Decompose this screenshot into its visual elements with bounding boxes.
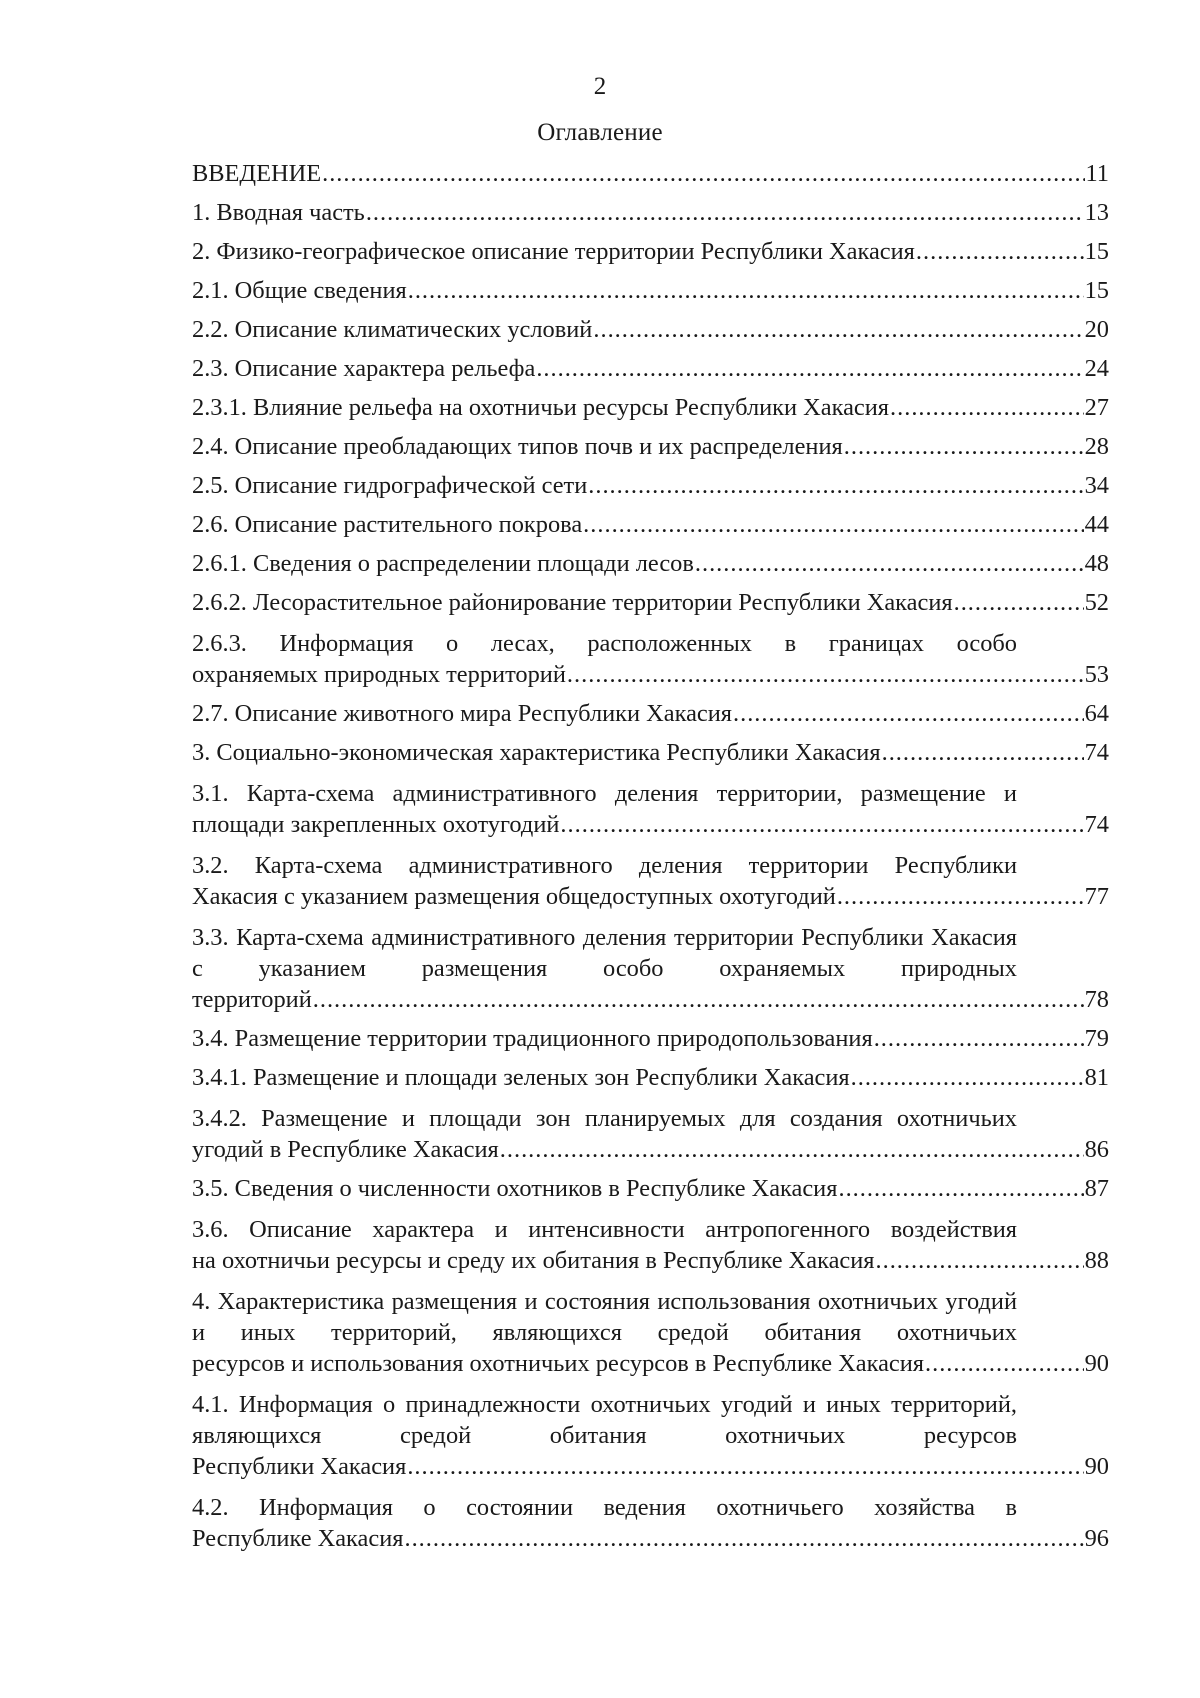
toc-entry-line <box>192 353 1109 384</box>
toc-entry-page: 79 <box>1084 1025 1109 1052</box>
toc-entry-text: угодий в Республике Хакасия <box>192 1136 499 1163</box>
toc-entry <box>192 1023 1109 1054</box>
toc-entry-page: 48 <box>1084 550 1109 577</box>
toc-entry-line <box>192 881 1109 912</box>
toc-entry <box>192 470 1109 501</box>
toc-entry <box>192 922 1109 1015</box>
toc-entry-page: 88 <box>1084 1247 1109 1274</box>
toc-entry <box>192 431 1109 462</box>
toc-entry-page: 13 <box>1084 199 1109 226</box>
toc-entry-line <box>192 1523 1109 1554</box>
toc-entry-line <box>192 1173 1109 1204</box>
toc-entry-page: 28 <box>1084 433 1109 460</box>
dot-leader <box>916 236 1084 267</box>
dot-leader <box>733 698 1084 729</box>
toc-entry-page: 11 <box>1085 160 1109 187</box>
toc-entry-line <box>192 698 1109 729</box>
toc-entry-line <box>192 659 1109 690</box>
toc-entry-text-lead: 3.6. Описание характера и интенсивности антропогенного воздействия <box>192 1216 1017 1243</box>
toc-entry-page: 74 <box>1084 811 1109 838</box>
dot-leader <box>366 197 1084 228</box>
toc-entry-page: 15 <box>1084 277 1109 304</box>
toc-entry-page: 44 <box>1084 511 1109 538</box>
toc-entry <box>192 1492 1109 1554</box>
dot-leader <box>313 984 1084 1015</box>
toc-entry-line <box>192 392 1109 423</box>
toc-entry-text-lead: 3.3. Карта-схема административного деления территории Республики Хакасия с указанием размещения особо охраняемых природных <box>192 924 1017 982</box>
toc-entry-page: 52 <box>1084 589 1109 616</box>
dot-leader <box>404 1523 1083 1554</box>
toc-entry-page: 86 <box>1084 1136 1109 1163</box>
toc-entry <box>192 1389 1109 1482</box>
dot-leader <box>500 1134 1084 1165</box>
toc-entry <box>192 1286 1109 1379</box>
toc-entry <box>192 275 1109 306</box>
toc-entry-line <box>192 197 1109 228</box>
toc-entry-text-lead: 3.1. Карта-схема административного деления территории, размещение и <box>192 780 1017 807</box>
toc-entry-text: 2. Физико-географическое описание территории Республики Хакасия <box>192 238 915 265</box>
toc-entry-text: охраняемых природных территорий <box>192 661 566 688</box>
dot-leader <box>588 470 1083 501</box>
toc-entry-page: 81 <box>1084 1064 1109 1091</box>
toc-entry-text: ВВЕДЕНИЕ <box>192 160 322 187</box>
toc-entry <box>192 737 1109 768</box>
dot-leader <box>408 275 1084 306</box>
toc-entry-page: 27 <box>1084 394 1109 421</box>
toc-entry-text-lead: 4.1. Информация о принадлежности охотничьих угодий и иных территорий, являющихся средой обитания охотничьих ресурсов <box>192 1391 1017 1449</box>
toc-entry <box>192 158 1109 189</box>
dot-leader <box>874 1023 1084 1054</box>
toc-entry <box>192 778 1109 840</box>
toc-entry-line <box>192 470 1109 501</box>
toc-entry-line <box>192 158 1109 189</box>
toc-entry <box>192 548 1109 579</box>
toc-entry-line <box>192 1062 1109 1093</box>
toc-entry-text: 3. Социально-экономическая характеристика Республики Хакасия <box>192 739 881 766</box>
dot-leader <box>876 1245 1084 1276</box>
toc-entry-line <box>192 737 1109 768</box>
toc-entry <box>192 850 1109 912</box>
toc-entry-page: 15 <box>1084 238 1109 265</box>
toc-entry-page: 78 <box>1084 986 1109 1013</box>
toc-entry-text: 2.6.1. Сведения о распределении площади лесов <box>192 550 694 577</box>
toc-entry-line <box>192 1348 1109 1379</box>
toc-entry-text: 1. Вводная часть <box>192 199 365 226</box>
toc-entry-text-lead: 3.2. Карта-схема административного деления территории Республики <box>192 852 1017 879</box>
toc-entry-text: Хакасия с указанием размещения общедоступных охотугодий <box>192 883 836 910</box>
dot-leader <box>536 353 1083 384</box>
toc-entry-page: 90 <box>1084 1453 1109 1480</box>
toc-entry <box>192 1173 1109 1204</box>
toc-entry-line <box>192 1134 1109 1165</box>
dot-leader <box>407 1451 1083 1482</box>
toc-entry <box>192 1103 1109 1165</box>
toc-entry-text-lead: 4. Характеристика размещения и состояния использования охотничьих угодий и иных территорий, являющихся средой обитания охотничьих <box>192 1288 1017 1346</box>
toc-entry-text: 2.5. Описание гидрографической сети <box>192 472 588 499</box>
toc-entry-line <box>192 314 1109 345</box>
toc-entry-line <box>192 236 1109 267</box>
toc-entry-line <box>192 1451 1109 1482</box>
toc-entry-text: 2.2. Описание климатических условий <box>192 316 593 343</box>
toc-entry-text: 2.6. Описание растительного покрова <box>192 511 583 538</box>
dot-leader <box>844 431 1084 462</box>
toc-entry-text: Республике Хакасия <box>192 1525 404 1552</box>
dot-leader <box>890 392 1084 423</box>
toc-entry <box>192 314 1109 345</box>
toc-entry <box>192 392 1109 423</box>
toc-entry-line <box>192 548 1109 579</box>
toc-entry-line <box>192 275 1109 306</box>
toc-entry-text: ресурсов и использования охотничьих ресурсов в Республике Хакасия <box>192 1350 925 1377</box>
dot-leader <box>837 881 1084 912</box>
toc-entry-text: 3.4. Размещение территории традиционного природопользования <box>192 1025 873 1052</box>
toc-entry-text-lead: 4.2. Информация о состоянии ведения охотничьего хозяйства в <box>192 1494 1017 1521</box>
toc-entry-line <box>192 984 1109 1015</box>
toc-entry <box>192 353 1109 384</box>
dot-leader <box>322 158 1084 189</box>
toc-entry <box>192 236 1109 267</box>
dot-leader <box>838 1173 1083 1204</box>
table-of-contents <box>192 150 1109 1554</box>
toc-entry-line <box>192 1245 1109 1276</box>
dot-leader <box>560 809 1083 840</box>
toc-entry-text: 2.7. Описание животного мира Республики Хакасия <box>192 700 733 727</box>
toc-entry <box>192 587 1109 618</box>
toc-entry-text-lead: 3.4.2. Размещение и площади зон планируемых для создания охотничьих <box>192 1105 1017 1132</box>
toc-entry-text: 2.4. Описание преобладающих типов почв и их распределения <box>192 433 843 460</box>
dot-leader <box>567 659 1084 690</box>
toc-entry-line <box>192 431 1109 462</box>
toc-entry-page: 34 <box>1084 472 1109 499</box>
toc-entry-text: Республики Хакасия <box>192 1453 407 1480</box>
dot-leader <box>954 587 1084 618</box>
toc-entry-text-lead: 2.6.3. Информация о лесах, расположенных в границах особо <box>192 630 1017 657</box>
toc-entry-text: площади закрепленных охотугодий <box>192 811 560 838</box>
dot-leader <box>851 1062 1084 1093</box>
page-number: 2 <box>593 73 607 100</box>
toc-entry-text: 2.6.2. Лесорастительное районирование территории Республики Хакасия <box>192 589 953 616</box>
toc-title: Оглавление <box>537 119 663 146</box>
dot-leader <box>583 509 1083 540</box>
dot-leader <box>925 1348 1084 1379</box>
toc-entry-page: 53 <box>1084 661 1109 688</box>
toc-entry-page: 96 <box>1084 1525 1109 1552</box>
toc-entry-page: 74 <box>1084 739 1109 766</box>
dot-leader <box>882 737 1084 768</box>
toc-entry-text: 2.3.1. Влияние рельефа на охотничьи ресурсы Республики Хакасия <box>192 394 890 421</box>
toc-entry-line <box>192 809 1109 840</box>
toc-entry-text: территорий <box>192 986 312 1013</box>
toc-entry-line <box>192 1023 1109 1054</box>
toc-entry <box>192 509 1109 540</box>
toc-entry-line <box>192 587 1109 618</box>
toc-entry-page: 90 <box>1084 1350 1109 1377</box>
dot-leader <box>593 314 1083 345</box>
toc-entry-page: 20 <box>1084 316 1109 343</box>
dot-leader <box>695 548 1084 579</box>
toc-entry-text: 3.4.1. Размещение и площади зеленых зон Республики Хакасия <box>192 1064 850 1091</box>
toc-entry-text: 2.3. Описание характера рельефа <box>192 355 536 382</box>
toc-entry-page: 87 <box>1084 1175 1109 1202</box>
toc-entry-text: 3.5. Сведения о численности охотников в Республике Хакасия <box>192 1175 838 1202</box>
toc-entry-page: 77 <box>1084 883 1109 910</box>
toc-entry-text: на охотничьи ресурсы и среду их обитания в Республике Хакасия <box>192 1247 875 1274</box>
toc-entry <box>192 1062 1109 1093</box>
toc-entry-page: 24 <box>1084 355 1109 382</box>
toc-entry <box>192 197 1109 228</box>
toc-entry <box>192 1214 1109 1276</box>
toc-entry-page: 64 <box>1084 700 1109 727</box>
toc-entry-line <box>192 509 1109 540</box>
toc-entry-text: 2.1. Общие сведения <box>192 277 407 304</box>
toc-entry <box>192 698 1109 729</box>
toc-entry <box>192 628 1109 690</box>
